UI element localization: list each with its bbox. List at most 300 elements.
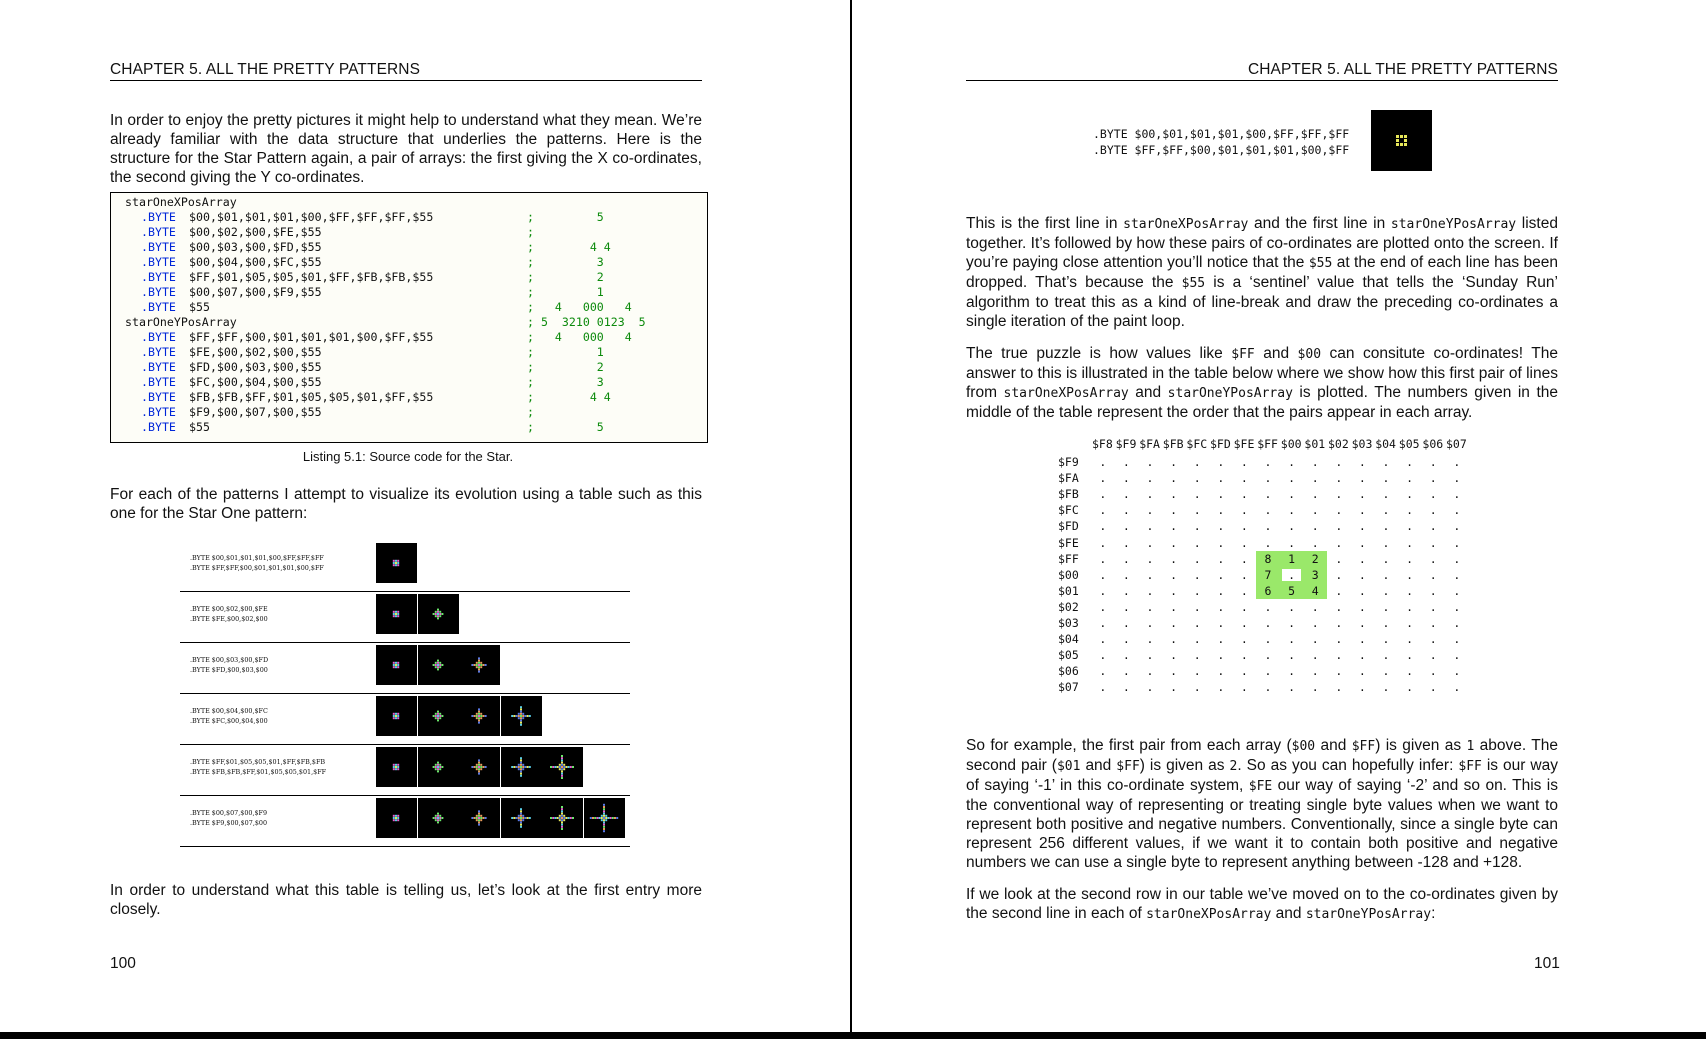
grid-dot: . [1382,680,1390,695]
pattern-tile [376,594,417,634]
grid-dot: . [1429,632,1437,647]
code-args: $FF,$FF,$00,$01,$01,$01,$00,$FF,$55 [189,330,434,344]
code-line [111,405,707,420]
grid-dot: . [1453,632,1461,647]
grid-dot: . [1406,583,1414,598]
grid-dot: . [1099,535,1107,550]
pattern-tile [418,594,459,634]
grid-dot: . [1170,567,1178,582]
grid-dot: . [1453,648,1461,663]
evolution-table [180,541,630,847]
grid-dot: . [1335,551,1343,566]
grid-dot: . [1146,583,1154,598]
grid-dot: . [1382,664,1390,679]
row-label: $FC [1058,503,1079,518]
grid-dot: . [1429,503,1437,518]
pattern-tile [376,747,417,787]
grid-dot: . [1099,551,1107,566]
grid-dot: . [1358,680,1366,695]
grid-dot: . [1122,503,1130,518]
code-keyword: .BYTE [141,420,176,434]
pattern-tile [459,645,500,685]
row-codes [190,757,326,777]
column-label: $FB [1162,437,1184,451]
grid-dot: . [1311,664,1319,679]
grid-dot: . [1217,487,1225,502]
grid-dot: . [1217,567,1225,582]
grid-dot: . [1311,455,1319,469]
pattern-tile [584,798,625,838]
grid-dot: . [1406,519,1414,534]
column-label: $03 [1351,437,1373,451]
grid-dot: . [1193,599,1201,614]
grid-dot: . [1358,487,1366,502]
grid-dot: . [1406,599,1414,614]
code-keyword: .BYTE [141,240,176,254]
row-label: $FA [1058,471,1079,486]
grid-dot: . [1358,503,1366,518]
code-args: $00,$07,$00,$F9,$55 [189,285,322,299]
grid-dot: . [1217,648,1225,663]
grid-dot: . [1264,664,1272,679]
grid-dot: . [1264,455,1272,469]
code-args: $FB,$FB,$FF,$01,$05,$05,$01,$FF,$55 [189,390,434,404]
running-head: CHAPTER 5. ALL THE PRETTY PATTERNS [110,61,702,81]
grid-dot: . [1264,519,1272,534]
grid-dot: . [1193,455,1201,469]
grid-dot: . [1311,519,1319,534]
grid-dot: . [1193,616,1201,630]
row-label: $03 [1058,616,1079,630]
row-y-line: .BYTE $F9,$00,$07,$00 [190,819,268,827]
grid-dot: . [1240,583,1248,598]
evolution-row [180,643,630,694]
grid-dot: . [1146,503,1154,518]
grid-dot: . [1146,680,1154,695]
marked-cell: 1 [1280,551,1304,567]
code-args: $00,$04,$00,$FC,$55 [189,255,322,269]
grid-dot: . [1240,616,1248,630]
code-args: $F9,$00,$07,$00,$55 [189,405,322,419]
column-label: $FF [1257,437,1278,451]
grid-dot: . [1193,471,1201,486]
pair-codes [1093,126,1349,158]
grid-dot: . [1358,551,1366,566]
grid-dot: . [1193,632,1201,647]
grid-dot: . [1146,471,1154,486]
grid-dot: . [1429,616,1437,630]
grid-dot: . [1264,535,1272,550]
column-label: $06 [1422,437,1444,451]
code-keyword: .BYTE [141,345,176,359]
grid-dot: . [1453,583,1461,598]
grid-dot: . [1240,599,1248,614]
code-comment: ; 4 4 [527,240,611,254]
row-x-line: .BYTE $FF,$01,$05,$05,$01,$FF,$FB,$FB [190,758,326,766]
code-comment: ; 1 [527,285,604,299]
grid-dot: . [1193,487,1201,502]
pattern-tile [459,696,500,736]
grid-dot: . [1099,455,1107,469]
grid-dot: . [1240,664,1248,679]
grid-dot: . [1264,680,1272,695]
grid-dot: . [1335,680,1343,695]
code-line [111,270,707,285]
origin-dot: . [1282,569,1302,581]
marked-cell: 7 [1256,567,1280,583]
code-label: starOneYPosArray [125,315,237,329]
grid-dot: . [1358,648,1366,663]
grid-dot: . [1099,567,1107,582]
grid-dot: . [1122,583,1130,598]
grid-dot: . [1406,503,1414,518]
grid-dot: . [1453,487,1461,502]
grid-dot: . [1217,503,1225,518]
para-explanation: This is the first line in starOneXPosArray and the first line in starOneYPosArray listed together. It’s followed by how these pairs of co-ordinates are plotted onto the screen. If you’re paying close attention you’ll notice that the $55 at the end of each line has been dropped. That’s because the $55 is a ‘sentinel’ value that tells the ‘Sunday Run’ algorithm to treat this as a kind of line-break and draw the preceding co-ordinates a single iteration of the paint loop. [966,215,1558,330]
grid-dot: . [1170,599,1178,614]
tile-background [1371,110,1432,171]
code-line [111,345,707,360]
grid-dot: . [1146,616,1154,630]
pattern-tile [501,798,542,838]
grid-dot: . [1099,616,1107,630]
grid-dot: . [1193,583,1201,598]
grid-dot: . [1382,519,1390,534]
grid-dot: . [1217,455,1225,469]
left-page [0,0,850,1032]
pattern-tile [376,798,417,838]
code-args: $FF,$01,$05,$05,$01,$FF,$FB,$FB,$55 [189,270,434,284]
grid-dot: . [1240,632,1248,647]
code-comment: ; [527,225,534,239]
grid-dot: . [1122,551,1130,566]
grid-dot: . [1382,471,1390,486]
column-label: $F9 [1115,437,1137,451]
grid-dot: . [1122,471,1130,486]
grid-dot: . [1240,455,1248,469]
running-head: CHAPTER 5. ALL THE PRETTY PATTERNS [966,61,1558,81]
code-keyword: .BYTE [141,390,176,404]
grid-dot: . [1264,487,1272,502]
grid-dot: . [1099,471,1107,486]
pattern-tile [376,543,417,583]
grid-dot: . [1335,519,1343,534]
grid-dot: . [1099,519,1107,534]
code-line [111,210,707,225]
code-comment: ; 3 [527,255,604,269]
grid-dot: . [1453,680,1461,695]
grid-dot: . [1406,551,1414,566]
grid-dot: . [1170,471,1178,486]
grid-dot: . [1264,503,1272,518]
grid-dot: . [1453,664,1461,679]
row-x-line: .BYTE $00,$03,$00,$FD [190,656,269,664]
grid-dot: . [1335,632,1343,647]
grid-dot: . [1099,648,1107,663]
grid-dot: . [1217,535,1225,550]
pattern-tile [376,696,417,736]
row-x-line: .BYTE $00,$07,$00,$F9 [190,809,268,817]
pattern-paragraph: For each of the patterns I attempt to visualize its evolution using a table such as this one for the Star One pattern: [110,486,702,522]
grid-dot: . [1146,599,1154,614]
grid-dot: . [1311,616,1319,630]
column-label: $FE [1233,437,1255,451]
column-label: $FC [1186,437,1208,451]
grid-dot: . [1170,503,1178,518]
grid-dot: . [1406,455,1414,469]
grid-dot: . [1217,551,1225,566]
grid-dot: . [1264,632,1272,647]
grid-dot: . [1099,583,1107,598]
row-label: $02 [1058,599,1079,614]
grid-dot: . [1288,519,1296,534]
grid-dot: . [1217,599,1225,614]
grid-dot: . [1453,535,1461,550]
code-keyword: .BYTE [141,285,176,299]
grid-dot: . [1193,567,1201,582]
row-label: $04 [1058,632,1079,647]
row-label: $FE [1058,535,1079,550]
grid-dot: . [1146,535,1154,550]
grid-dot: . [1358,583,1366,598]
grid-dot: . [1146,664,1154,679]
code-args: $FD,$00,$03,$00,$55 [189,360,322,374]
grid-dot: . [1099,632,1107,647]
pattern-tile [418,747,459,787]
row-label: $FB [1058,487,1079,502]
pattern-tile [501,747,542,787]
code-line [111,195,707,210]
column-label: $04 [1375,437,1396,451]
row-label: $FF [1058,551,1079,566]
grid-dot: . [1264,616,1272,630]
grid-dot: . [1311,648,1319,663]
coordinate-grid [1058,437,1578,697]
page-number: 101 [1534,955,1560,972]
code-keyword: .BYTE [141,375,176,389]
row-tiles [376,798,625,838]
code-comment: ; 4 4 [527,390,611,404]
grid-dot: . [1122,632,1130,647]
grid-dot: . [1429,680,1437,695]
grid-dot: . [1335,455,1343,469]
grid-dot: . [1193,551,1201,566]
marked-cell: 5 [1280,583,1304,599]
para-example: So for example, the first pair from each array ($00 and $FF) is given as 1 above. The second pair ($01 and $FF) is given as 2. So as you can hopefully infer: $FF is our way of saying ‘-1’ in this co-ordinate system, $FE our way of saying ‘-2’ and so on. This is the conventional way of representing or treating single byte values when we want to represent both positive and negative numbers. Conventionally, since a single byte can represent 256 different values, if we want it to contain both positive and negative numbers we can use a single byte to represent anything between -128 and +128. [966,737,1558,871]
grid-dot: . [1335,599,1343,614]
grid-dot: . [1429,599,1437,614]
code-args: $55 [189,420,210,434]
pattern-tile [418,798,459,838]
row-codes [190,808,267,828]
row-label: $F9 [1058,455,1079,469]
evolution-row [180,541,630,592]
row-x-line: .BYTE $00,$01,$01,$01,$00,$FF,$FF,$FF [190,554,324,562]
row-tiles [376,594,459,634]
code-line [111,240,707,255]
row-tiles [376,543,418,583]
grid-dot: . [1146,487,1154,502]
grid-dot: . [1358,664,1366,679]
row-y-line: .BYTE $FD,$00,$03,$00 [190,666,268,674]
grid-dot: . [1170,455,1178,469]
grid-dot: . [1311,599,1319,614]
grid-dot: . [1240,680,1248,695]
grid-dot: . [1122,599,1130,614]
grid-dot: . [1382,551,1390,566]
grid-dot: . [1264,648,1272,663]
grid-dot: . [1429,648,1437,663]
right-page [852,0,1706,1032]
grid-dot: . [1335,567,1343,582]
grid-dot: . [1358,455,1366,469]
grid-dot: . [1217,471,1225,486]
grid-dot: . [1453,455,1461,469]
grid-dot: . [1406,680,1414,695]
grid-dot: . [1240,471,1248,486]
grid-dot: . [1406,487,1414,502]
grid-dot: . [1358,535,1366,550]
evolution-row [180,694,630,745]
grid-dot: . [1358,616,1366,630]
grid-dot: . [1358,519,1366,534]
grid-dot: . [1335,664,1343,679]
grid-dot: . [1382,616,1390,630]
grid-dot: . [1406,632,1414,647]
closing-paragraph: In order to understand what this table is telling us, let’s look at the first entry more closely. [110,882,702,918]
grid-dot: . [1311,535,1319,550]
grid-dot: . [1122,616,1130,630]
grid-dot: . [1382,648,1390,663]
grid-dot: . [1146,455,1154,469]
code-line [111,390,707,405]
code-line [111,315,707,330]
pair-y-line: .BYTE $FF,$FF,$00,$01,$01,$01,$00,$FF [1093,143,1350,157]
grid-dot: . [1311,487,1319,502]
grid-dot: . [1288,680,1296,695]
column-label: $02 [1328,437,1349,451]
grid-dot: . [1429,487,1437,502]
grid-dot: . [1240,567,1248,582]
grid-dot: . [1217,664,1225,679]
grid-dot: . [1453,551,1461,566]
grid-dot: . [1429,664,1437,679]
grid-dot: . [1193,680,1201,695]
grid-dot: . [1288,632,1296,647]
grid-dot: . [1358,632,1366,647]
grid-dot: . [1217,616,1225,630]
grid-dot: . [1099,599,1107,614]
code-keyword: .BYTE [141,270,176,284]
page-number: 100 [110,955,136,972]
grid-dot: . [1288,648,1296,663]
grid-dot: . [1335,535,1343,550]
viewer-status-bar [0,1032,1706,1039]
code-keyword: .BYTE [141,255,176,269]
grid-dot: . [1453,519,1461,534]
grid-dot: . [1429,471,1437,486]
code-comment: ; 3 [527,375,604,389]
grid-dot: . [1193,648,1201,663]
grid-dot: . [1122,455,1130,469]
grid-dot: . [1288,616,1296,630]
pattern-tile [501,696,542,736]
row-x-line: .BYTE $00,$04,$00,$FC [190,707,268,715]
marked-cell: 8 [1256,551,1280,567]
grid-dot: . [1217,632,1225,647]
code-args: $00,$03,$00,$FD,$55 [189,240,322,254]
code-line [111,285,707,300]
pattern-tile [459,747,500,787]
grid-dot: . [1288,535,1296,550]
row-codes [190,706,268,726]
grid-dot: . [1406,664,1414,679]
grid-dot: . [1264,599,1272,614]
grid-dot: . [1358,567,1366,582]
grid-dot: . [1429,455,1437,469]
column-label: $01 [1304,437,1326,451]
grid-dot: . [1264,471,1272,486]
code-comment: ; 2 [527,360,604,374]
para-puzzle: The true puzzle is how values like $FF and $00 can consitute co-ordinates! The answer to this is illustrated in the table below where we show how this first pair of lines from starOneXPosArray and starOneYPosArray is plotted. The numbers given in the middle of the table represent the order that the pairs appear in each array. [966,345,1558,421]
code-keyword: .BYTE [141,210,176,224]
grid-dot: . [1382,487,1390,502]
evolution-row [180,796,630,847]
grid-dot: . [1170,616,1178,630]
grid-dot: . [1240,503,1248,518]
code-line [111,360,707,375]
grid-dot: . [1406,567,1414,582]
grid-dot: . [1217,519,1225,534]
row-label: $00 [1058,567,1079,582]
para-second-row: If we look at the second row in our table we’ve moved on to the co-ordinates given by the second line in each of starOneXPosArray and starOneYPosArray: [966,886,1558,922]
grid-dot: . [1099,664,1107,679]
grid-dot: . [1122,535,1130,550]
grid-dot: . [1122,567,1130,582]
row-tiles [376,747,584,787]
marked-cell: 4 [1303,583,1327,599]
pattern-tile [542,798,583,838]
grid-dot: . [1382,599,1390,614]
evolution-row [180,745,630,796]
grid-dot: . [1382,455,1390,469]
pattern-tile [542,747,583,787]
grid-dot: . [1240,487,1248,502]
grid-dot: . [1146,567,1154,582]
grid-dot: . [1335,503,1343,518]
grid-dot: . [1429,519,1437,534]
grid-dot: . [1217,680,1225,695]
grid-dot: . [1193,664,1201,679]
code-comment: ; 5 3210 0123 5 [527,315,646,329]
intro-paragraph: In order to enjoy the pretty pictures it might help to understand what they mean. We’re already familiar with the data structure that underlies the patterns. Here is the structure for the Star Pattern again, a pair of arrays: the first giving the X co-ordinates, the second giving the Y co-ordinates. [110,112,702,186]
pair-x-line: .BYTE $00,$01,$01,$01,$00,$FF,$FF,$FF [1093,127,1350,141]
grid-dot: . [1406,648,1414,663]
grid-dot: . [1288,455,1296,469]
column-label: $07 [1446,437,1467,451]
grid-dot: . [1335,487,1343,502]
pattern-tile [418,645,459,685]
evolution-row [180,592,630,643]
grid-dot: . [1358,599,1366,614]
pattern-tile [418,696,459,736]
grid-dot: . [1335,648,1343,663]
grid-dot: . [1170,664,1178,679]
code-comment: ; 2 [527,270,604,284]
column-label: $00 [1280,437,1302,451]
grid-dot: . [1429,551,1437,566]
code-args: $55 [189,300,210,314]
